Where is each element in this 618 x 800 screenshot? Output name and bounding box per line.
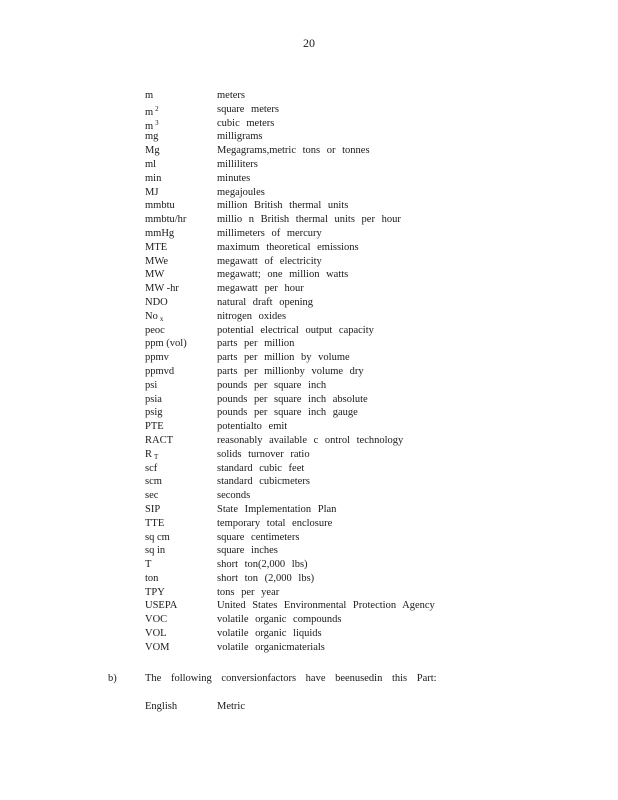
abbreviation [145,586,217,600]
abbreviation [145,544,217,558]
abbreviation [145,337,217,351]
abbreviation-text: sq cm [145,531,170,543]
abbreviation-definition: standard cubic feet [217,462,305,474]
abbreviation-text: PTE [145,421,164,433]
abbreviation-row [145,406,565,420]
abbreviation-text: psi [145,379,158,391]
abbreviation-definition: natural draft opening [217,296,314,308]
abbreviation-text: NDO [145,296,168,308]
abbreviation-text: VOC [145,614,168,626]
abbreviation [145,406,217,420]
abbreviation [145,599,217,613]
abbreviation [145,434,217,448]
abbreviation-definition: tons per year [217,586,280,598]
abbreviation [145,213,217,227]
abbreviation-text: USEPA [145,600,178,612]
abbreviation-row [145,503,565,517]
abbreviation-row [145,268,565,282]
abbreviation-row [145,434,565,448]
abbreviation-row [145,393,565,407]
abbreviation [145,103,217,117]
abbreviation-definition: volatile organic compounds [217,614,342,626]
abbreviation-text: m [145,106,154,118]
abbreviation-subscript: T [154,452,159,461]
abbreviation-text: TPY [145,586,165,598]
abbreviation-definition: parts per millionby volume dry [217,365,364,377]
abbreviation-text: Mg [145,145,160,157]
abbreviation-row [145,89,565,103]
abbreviation-row [145,255,565,269]
abbreviation-row [145,103,565,117]
abbreviation [145,351,217,365]
abbreviation-row [145,448,565,462]
abbreviation-text: MWe [145,255,169,267]
abbreviation-text: MW -hr [145,283,179,295]
abbreviation-text: mmbtu/hr [145,214,187,226]
abbreviation [145,393,217,407]
abbreviation-subscript: x [159,314,164,323]
abbreviation-definition: pounds per square inch [217,379,327,391]
abbreviation [145,130,217,144]
abbreviation-row [145,296,565,310]
abbreviation [145,613,217,627]
abbreviation-definition: solids turnover ratio [217,448,310,460]
abbreviation [145,365,217,379]
abbreviation [145,627,217,641]
abbreviation-text: MTE [145,241,168,253]
abbreviation-definition: standard cubicmeters [217,476,310,488]
abbreviation [145,144,217,158]
abbreviation-text: min [145,172,162,184]
abbreviation [145,158,217,172]
abbreviation [145,475,217,489]
abbreviation [145,641,217,655]
abbreviation-definition: square centimeters [217,531,300,543]
section-b-text: The following conversionfactors have beenusedin this Part: [145,673,437,684]
abbreviation-row [145,227,565,241]
abbreviation [145,199,217,213]
abbreviation [145,310,217,324]
abbreviation [145,503,217,517]
abbreviation-text: SIP [145,503,161,515]
abbreviation-row [145,172,565,186]
section-b-label: b) [108,673,117,684]
abbreviation-definition: parts per million by volume [217,352,350,364]
abbreviation-row [145,420,565,434]
abbreviation-row [145,475,565,489]
abbreviation-definition: pounds per square inch gauge [217,407,358,419]
abbreviation [145,462,217,476]
abbreviation [145,117,217,131]
abbreviation-text: MJ [145,186,159,198]
abbreviation-definition: milliliters [217,158,258,170]
abbreviation-text: mmbtu [145,200,175,212]
abbreviation [145,255,217,269]
column-header-english: English [145,701,178,712]
abbreviation-row [145,586,565,600]
abbreviation [145,531,217,545]
abbreviation-definition: Megagrams,metric tons or tonnes [217,145,370,157]
abbreviation-superscript: 2 [155,104,159,113]
abbreviation-row [145,241,565,255]
abbreviation-row [145,199,565,213]
abbreviation-text: scm [145,476,162,488]
abbreviation-row [145,351,565,365]
abbreviation-text: VOM [145,641,170,653]
page-number: 20 [303,36,315,50]
abbreviation-definition: maximum theoretical emissions [217,241,359,253]
abbreviation [145,227,217,241]
abbreviation [145,172,217,186]
abbreviation-text: sec [145,490,159,502]
abbreviation [145,558,217,572]
abbreviation-text: mmHg [145,227,175,239]
abbreviation [145,379,217,393]
abbreviation-definition: volatile organicmaterials [217,641,325,653]
abbreviation-definition: short ton(2,000 lbs) [217,559,308,571]
abbreviation-row [145,310,565,324]
abbreviation-row [145,144,565,158]
abbreviation-definition: short ton (2,000 lbs) [217,572,315,584]
abbreviation-definition: megawatt; one million watts [217,269,349,281]
abbreviation-definition: square inches [217,545,278,557]
abbreviation [145,572,217,586]
abbreviation-definition: millio n British thermal units per hour [217,214,401,226]
abbreviation-row [145,517,565,531]
abbreviation-text: psia [145,393,162,405]
abbreviation-definition: temporary total enclosure [217,517,333,529]
abbreviation [145,324,217,338]
abbreviation-definition: reasonably available c ontrol technology [217,434,404,446]
abbreviation-text: TTE [145,517,165,529]
abbreviation-row [145,213,565,227]
abbreviation-row [145,558,565,572]
abbreviation-row [145,462,565,476]
abbreviation-row [145,186,565,200]
abbreviation-text: m [145,120,154,132]
abbreviation-row [145,599,565,613]
abbreviation [145,282,217,296]
abbreviation-text: ppm (vol) [145,338,187,350]
abbreviation-definition: megajoules [217,186,265,198]
abbreviation-text: psig [145,407,163,419]
abbreviation-definition: megawatt per hour [217,283,304,295]
abbreviation-list [145,89,565,655]
abbreviation [145,296,217,310]
abbreviation-text: scf [145,462,158,474]
abbreviation-text: MW [145,269,165,281]
abbreviation [145,420,217,434]
abbreviation-text: ton [145,572,159,584]
abbreviation-definition: potentialto emit [217,421,288,433]
abbreviation-definition: square meters [217,103,280,115]
conversion-headers [145,700,245,714]
abbreviation-definition: millimeters of mercury [217,227,322,239]
abbreviation-row [145,627,565,641]
abbreviation-definition: megawatt of electricity [217,255,322,267]
abbreviation-text: T [145,559,152,571]
abbreviation-text: sq in [145,545,166,557]
abbreviation-row [145,379,565,393]
abbreviation-row [145,531,565,545]
abbreviation-row [145,324,565,338]
abbreviation-row [145,365,565,379]
abbreviation-row [145,489,565,503]
abbreviation-text: VOL [145,628,167,640]
abbreviation-definition: pounds per square inch absolute [217,393,368,405]
abbreviation [145,186,217,200]
abbreviation-definition: parts per million [217,338,295,350]
abbreviation-definition: minutes [217,172,251,184]
abbreviation-definition: potential electrical output capacity [217,324,374,336]
abbreviation-row [145,572,565,586]
abbreviation-definition: million British thermal units [217,200,349,212]
abbreviation [145,241,217,255]
abbreviation [145,448,217,462]
abbreviation-definition: seconds [217,490,251,502]
abbreviation-definition: United States Environmental Protection Agency [217,600,435,612]
section-b [108,672,568,686]
abbreviation-superscript: 3 [155,118,159,127]
abbreviation-text: ppmvd [145,365,175,377]
abbreviation [145,517,217,531]
abbreviation-definition: cubic meters [217,117,275,129]
abbreviation-text: mg [145,131,159,143]
abbreviation-row [145,117,565,131]
abbreviation-definition: volatile organic liquids [217,628,322,640]
abbreviation-text: m [145,90,154,101]
abbreviation-row [145,158,565,172]
abbreviation-row [145,613,565,627]
abbreviation-text: ml [145,158,157,170]
abbreviation [145,89,217,103]
abbreviation-text: No [145,310,158,322]
abbreviation-text: RACT [145,434,174,446]
abbreviation-definition: milligrams [217,131,263,143]
abbreviation-row [145,337,565,351]
abbreviation-definition: nitrogen oxides [217,310,287,322]
abbreviation-text: ppmv [145,352,169,364]
abbreviation-row [145,641,565,655]
abbreviation-text: R [145,448,153,460]
abbreviation-definition: meters [217,90,245,101]
column-header-metric: Metric [217,701,245,712]
abbreviation-row [145,282,565,296]
abbreviation-row [145,130,565,144]
abbreviation-definition: State Implementation Plan [217,503,337,515]
abbreviation [145,489,217,503]
abbreviation-text: peoc [145,324,165,336]
abbreviation-row [145,544,565,558]
abbreviation [145,268,217,282]
